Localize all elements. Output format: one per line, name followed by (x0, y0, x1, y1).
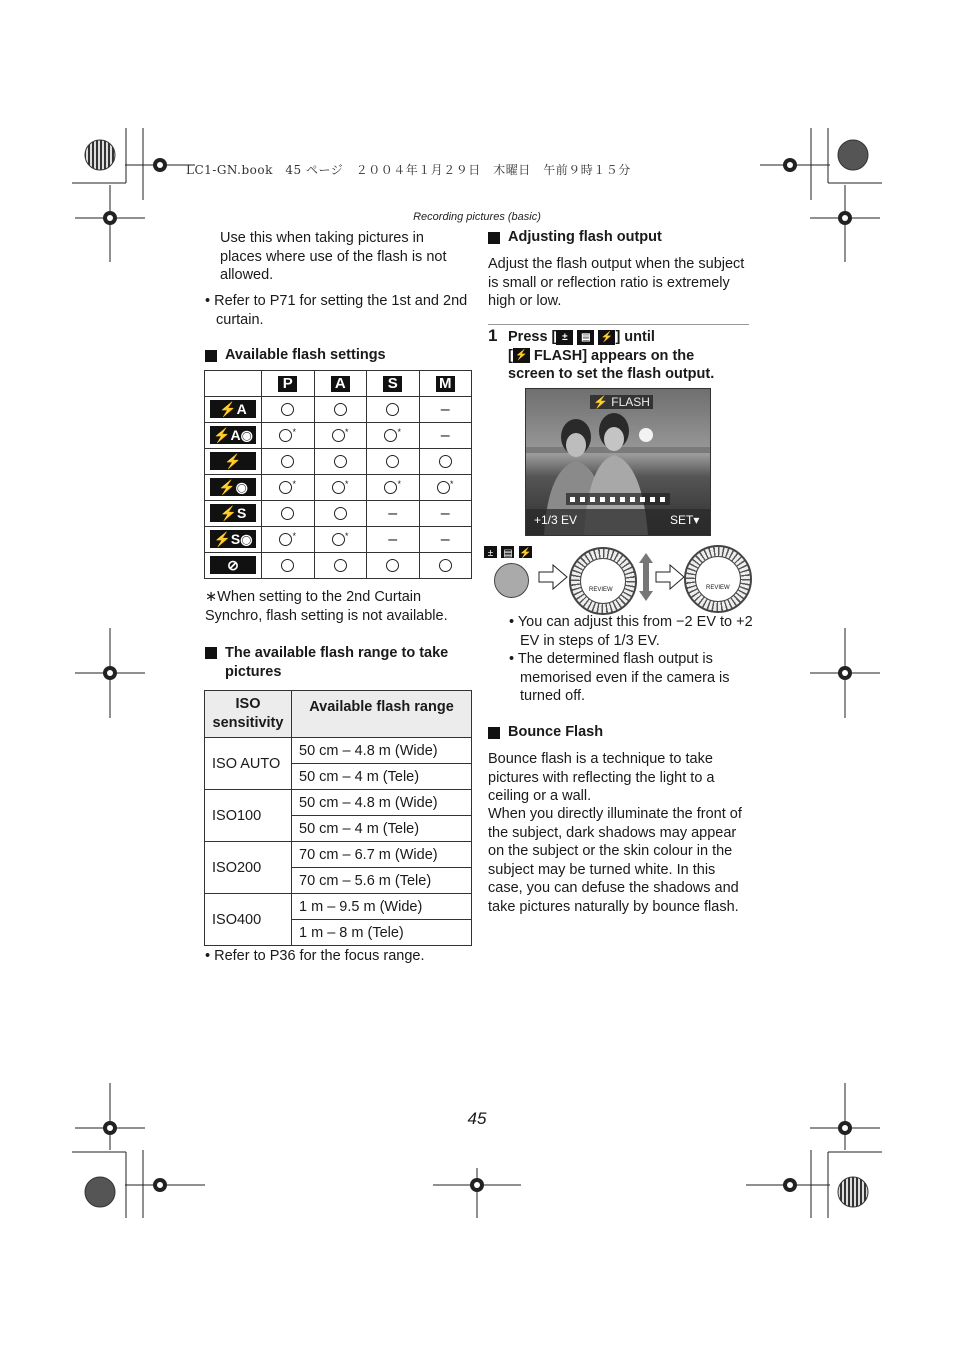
availability-cell (367, 423, 420, 449)
range-heading (205, 644, 465, 681)
flash-row (205, 397, 472, 423)
mode-header (314, 371, 367, 397)
heading-square-icon (205, 647, 217, 659)
range-wide: 70 cm – 6.7 m (Wide) (292, 842, 472, 868)
available-icon (334, 455, 347, 468)
step-text: ] until (615, 329, 655, 345)
arrow-right-icon (538, 564, 568, 590)
availability-cell (419, 449, 472, 475)
availability-cell (262, 553, 315, 579)
heading-square-icon (488, 232, 500, 244)
availability-cell (367, 449, 420, 475)
running-head: Recording pictures (basic) (413, 211, 541, 223)
available-icon (281, 559, 294, 572)
availability-cell (314, 501, 367, 527)
page-number: 45 (467, 1109, 487, 1128)
flash-row (205, 553, 472, 579)
iso-row (205, 790, 472, 816)
available-icon (439, 559, 452, 572)
flash-mode-cell (205, 527, 262, 553)
range-wide: 1 m – 9.5 m (Wide) (292, 894, 472, 920)
available-icon (384, 481, 397, 494)
step-text: [ (508, 347, 513, 364)
availability-cell (419, 475, 472, 501)
available-icon (384, 429, 397, 442)
iso-value: ISO200 (205, 842, 292, 894)
availability-cell (314, 527, 367, 553)
cursor-dial-right[interactable] (684, 545, 752, 613)
iso-row (205, 738, 472, 764)
asterisk-mark: * (344, 530, 349, 541)
flash-row (205, 423, 472, 449)
bounce-heading (488, 724, 603, 740)
available-icon (386, 559, 399, 572)
availability-cell (262, 501, 315, 527)
bullet-memorised: • The determined flash output is memorised even if the camera is turned off. (509, 651, 730, 704)
adjust-heading (488, 229, 662, 245)
lcd-flash-label: ⚡ FLASH (590, 395, 653, 409)
availability-cell: – (367, 501, 420, 527)
heading-text: Available flash settings (225, 347, 386, 363)
flash-mode-cell (205, 397, 262, 423)
availability-cell (262, 397, 315, 423)
iso-value: ISO400 (205, 894, 292, 946)
range-wide: 50 cm – 4.8 m (Wide) (292, 790, 472, 816)
up-button[interactable] (494, 563, 529, 598)
flash-adjust-icon: ⚡ (598, 330, 615, 345)
range-wide: 50 cm – 4.8 m (Wide) (292, 738, 472, 764)
arrow-right-icon (655, 564, 685, 590)
iso-value: ISO AUTO (205, 738, 292, 790)
exposure-comp-icon: ± (484, 546, 497, 558)
print-header: LC1-GN.book 45 ページ ２００４年１月２９日 木曜日 午前９時１５分 (186, 163, 631, 177)
footnote: ∗When setting to the 2nd Curtain Synchro, flash setting is not available. (205, 589, 448, 624)
flash-mode-cell (205, 449, 262, 475)
asterisk-mark: * (292, 530, 296, 541)
available-icon (332, 481, 345, 494)
heading-text: Adjusting flash output (508, 229, 662, 245)
asterisk-mark: * (292, 426, 296, 437)
mode-header (419, 371, 472, 397)
iso-row (205, 894, 472, 920)
iso-row (205, 842, 472, 868)
asterisk-mark: * (397, 426, 401, 437)
adjust-body: Adjust the flash output when the subject is small or reflection ratio is extremely high or low. (488, 256, 745, 309)
iso-header: ISO sensitivity (205, 691, 292, 738)
available-icon (279, 481, 292, 494)
availability-cell (314, 475, 367, 501)
flash-range-table (204, 690, 472, 946)
review-label: REVIEW (589, 587, 613, 593)
asterisk-mark: * (292, 478, 296, 489)
availability-cell (367, 553, 420, 579)
available-icon (279, 429, 292, 442)
asterisk-mark: * (397, 478, 401, 489)
availability-cell (419, 553, 472, 579)
availability-cell (314, 449, 367, 475)
flash-row (205, 449, 472, 475)
lcd-ev-value: +1/3 EV (534, 513, 578, 527)
flash-mode-icon: ⚡ (210, 452, 256, 470)
mode-m-badge: M (436, 376, 455, 392)
range-tele: 50 cm – 4 m (Tele) (292, 764, 472, 790)
range-header: Available flash range (292, 691, 472, 738)
heading-text: The available flash range to take pictures (225, 645, 449, 680)
availability-cell (314, 397, 367, 423)
exposure-comp-icon: ± (556, 330, 573, 345)
bullet-p71: • Refer to P71 for setting the 1st and 2nd curtain. (205, 293, 468, 328)
flash-mode-icon: ⚡A◉ (210, 426, 256, 444)
availability-cell: – (419, 527, 472, 553)
flash-mode-cell (205, 423, 262, 449)
bullet-ev-range: • You can adjust this from −2 EV to +2 EV in steps of 1/3 EV. (509, 614, 753, 649)
divider (488, 324, 749, 325)
mode-header (262, 371, 315, 397)
availability-cell: – (367, 527, 420, 553)
bracket-icon: ▤ (503, 547, 513, 559)
availability-cell (262, 475, 315, 501)
range-tele: 50 cm – 4 m (Tele) (292, 816, 472, 842)
available-icon (386, 403, 399, 416)
available-icon (281, 507, 294, 520)
availability-cell: – (419, 397, 472, 423)
range-tele: 1 m – 8 m (Tele) (292, 920, 472, 946)
bounce-paragraph-1: Bounce flash is a technique to take pictures with reflecting the light to a ceiling or a wall. (488, 751, 715, 804)
lcd-flash-text: FLASH (611, 395, 650, 409)
step-text: screen to set the flash output. (508, 366, 715, 382)
flash-settings-table (204, 370, 472, 579)
available-icon (281, 455, 294, 468)
available-icon (334, 507, 347, 520)
availability-cell: – (419, 501, 472, 527)
mode-a-badge: A (331, 376, 350, 392)
step-text: Press [ (508, 329, 557, 345)
flash-row (205, 527, 472, 553)
bounce-paragraph-2: When you directly illuminate the front of the subject, dark shadows may appear on the subject or the skin colour in the subject may be turned white. In this case, you can defuse the shadows and take pictures naturally by bounce flash. (488, 806, 742, 915)
availability-cell (262, 527, 315, 553)
available-icon (279, 533, 292, 546)
corner-cell (205, 371, 262, 397)
flash-adjust-icon: ⚡ (519, 547, 532, 559)
cursor-dial-left[interactable] (569, 547, 637, 615)
asterisk-mark: * (344, 426, 349, 437)
step-number: 1 (488, 326, 498, 345)
mode-p-badge: P (278, 376, 297, 392)
available-icon (334, 403, 347, 416)
available-icon (437, 481, 450, 494)
availability-cell (367, 397, 420, 423)
step-text: FLASH] appears on the (529, 347, 695, 364)
review-label: REVIEW (706, 585, 730, 591)
iso-value: ISO100 (205, 790, 292, 842)
asterisk-mark: * (449, 478, 454, 489)
flash-mode-icon: ⚡S (210, 504, 256, 522)
flash-row (205, 501, 472, 527)
flash-mode-cell (205, 501, 262, 527)
button-icons-row (484, 543, 532, 561)
heading-text: Bounce Flash (508, 724, 604, 740)
lcd-screen-photo (525, 388, 711, 536)
flash-mode-icon: ⚡A (210, 400, 256, 418)
asterisk-mark: * (344, 478, 349, 489)
availability-cell (262, 423, 315, 449)
availability-cell (367, 475, 420, 501)
availability-cell (262, 449, 315, 475)
intro-text: Use this when taking pictures in places where use of the flash is not allowed. (220, 230, 447, 283)
step-instruction (508, 328, 753, 384)
bullet-p36: • Refer to P36 for the focus range. (205, 948, 425, 964)
flash-adjust-icon: ⚡ (513, 348, 530, 363)
flash-mode-icon: ⚡S◉ (210, 530, 256, 548)
flash-mode-cell (205, 475, 262, 501)
available-icon (332, 533, 345, 546)
mode-header (367, 371, 420, 397)
lcd-set-label: SET▾ (670, 513, 700, 527)
available-icon (332, 429, 345, 442)
flash-mode-cell (205, 553, 262, 579)
available-icon (281, 403, 294, 416)
available-icon (334, 559, 347, 572)
heading-square-icon (488, 727, 500, 739)
flash-row (205, 475, 472, 501)
availability-cell: – (419, 423, 472, 449)
double-arrow-icon (638, 553, 654, 601)
mode-s-badge: S (383, 376, 402, 392)
availability-cell (314, 423, 367, 449)
available-icon (439, 455, 452, 468)
availability-cell (314, 553, 367, 579)
range-tele: 70 cm – 5.6 m (Tele) (292, 868, 472, 894)
heading-square-icon (205, 350, 217, 362)
flash-settings-heading (205, 347, 386, 363)
available-icon (386, 455, 399, 468)
flash-mode-icon: ⊘ (210, 556, 256, 574)
bracket-icon: ▤ (577, 330, 594, 345)
flash-mode-icon: ⚡◉ (210, 478, 256, 496)
